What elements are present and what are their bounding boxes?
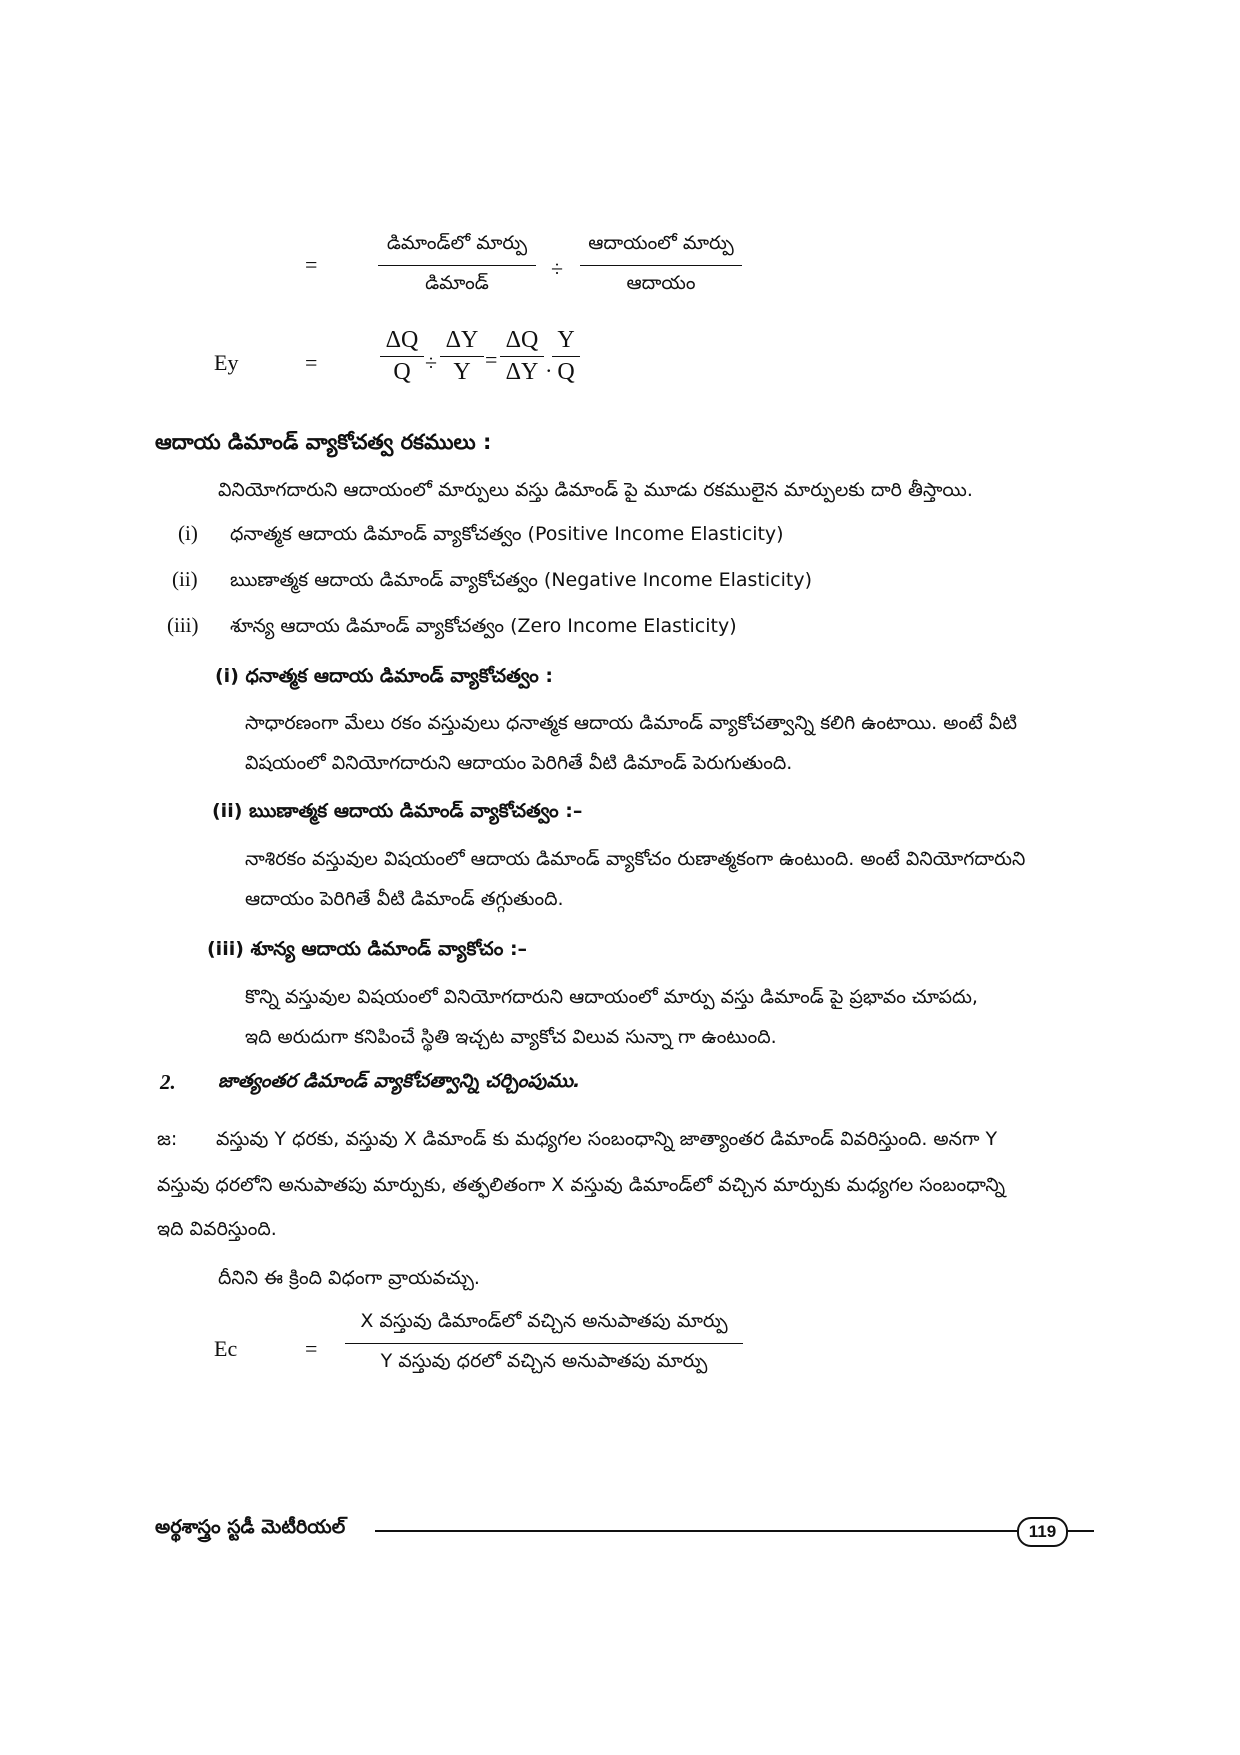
formula2-f4-denominator: Q <box>557 359 575 385</box>
type-numeral: (iii) <box>167 613 199 637</box>
sub1-line1: సాధారణంగా మేలు రకం వస్తువులు ధనాత్మక ఆదాయ డిమాండ్ వ్యాకోచత్వాన్ని కలిగి ఉంటాయి. అంటే వీటి <box>245 712 1017 734</box>
formula3-numerator: X వస్తువు డిమాండ్‌లో వచ్చిన అనుపాతపు మార్పు <box>360 1310 728 1332</box>
question-number: 2. <box>160 1070 176 1094</box>
page-number-badge: 119 <box>1017 1517 1068 1547</box>
footer-rule <box>375 1530 1017 1532</box>
sub2-heading: (ii) ఋణాత్మక ఆదాయ డిమాండ్ వ్యాకోచత్వం :– <box>212 800 583 822</box>
sub3-line2: ఇది అరుదుగా కనిపించే స్థితి ఇచ్చట వ్యాకోచ విలువ సున్నా గా ఉంటుంది. <box>245 1026 777 1048</box>
formula1-left-fraction <box>378 232 536 299</box>
formula1-right-fraction <box>580 232 742 299</box>
sub3-heading: (iii) శూన్య ఆదాయ డిమాండ్ వ్యాకోచం :– <box>207 938 528 960</box>
sub3-line1: కొన్ని వస్తువుల విషయంలో వినియోగదారుని ఆదాయంలో మార్పు వస్తు డిమాండ్ పై ప్రభావం చూపదు, <box>245 986 978 1008</box>
formula2-f4-numerator: Y <box>557 327 575 353</box>
formula2-f2-numerator: ΔY <box>445 327 479 353</box>
formula3-denominator: Y వస్తువు ధరలో వచ్చిన అనుపాతపు మార్పు <box>380 1350 708 1372</box>
formula2-f1-numerator: ΔQ <box>385 327 419 353</box>
type-numeral: (ii) <box>172 567 198 591</box>
sub2-line1: నాశిరకం వస్తువుల విషయంలో ఆదాయ డిమాండ్ వ్యాకోచం రుణాత్మకంగా ఉంటుంది. అంటే వినియోగదారుని <box>245 848 1026 870</box>
formula1-left-denominator: డిమాండ్ <box>425 272 489 294</box>
sub1-line2: విషయంలో వినియోగదారుని ఆదాయం పెరిగితే వీటి డిమాండ్ పెరుగుతుంది. <box>245 752 793 774</box>
type-numeral: (i) <box>178 521 198 545</box>
formula1-equals: = <box>305 252 318 277</box>
formula2-label: Ey <box>214 350 239 375</box>
intro-text: వినియోగదారుని ఆదాయంలో మార్పులు వస్తు డిమాండ్ పై మూడు రకములైన మార్పులకు దారి తీస్తాయి. <box>218 479 973 501</box>
formula3-label: Ec <box>214 1336 238 1361</box>
formula1-right-numerator: ఆదాయంలో మార్పు <box>588 232 734 254</box>
formula2-divide: ÷ <box>425 350 438 375</box>
answer-line2: వస్తువు ధరలోని అనుపాతపు మార్పుకు, తత్ఫలితంగా X వస్తువు డిమాండ్‌లో వచ్చిన మార్పుకు మధ్యగల సంబంధాన్ని <box>157 1174 1006 1196</box>
answer-label: జ: <box>157 1128 178 1150</box>
formula2-f1-denominator: Q <box>393 359 411 385</box>
footer-rule-tail <box>1066 1530 1094 1532</box>
formula2-fraction-4 <box>552 327 580 386</box>
formula2-f2-denominator: Y <box>453 359 471 385</box>
type-item: ధనాత్మక ఆదాయ డిమాండ్ వ్యాకోచత్వం (Positive Income Elasticity) <box>230 523 784 545</box>
formula2-fraction-1 <box>380 327 424 386</box>
formula2-equals: = <box>305 350 318 375</box>
type-item: ఋణాత్మక ఆదాయ డిమాండ్ వ్యాకోచత్వం (Negative Income Elasticity) <box>230 569 812 591</box>
answer-line3: ఇది వివరిస్తుంది. <box>157 1218 277 1240</box>
question-text: జాత్యంతర డిమాండ్ వ్యాకోచత్వాన్ని చర్చింపుము. <box>218 1070 581 1092</box>
formula3-fraction <box>345 1310 743 1377</box>
formula2-f3-denominator: ΔY <box>505 359 539 385</box>
type-item: శూన్య ఆదాయ డిమాండ్ వ్యాకోచత్వం (Zero Income Elasticity) <box>230 615 737 637</box>
formula2-dot: . <box>546 352 552 377</box>
formula3-equals: = <box>305 1336 318 1361</box>
formula2-fraction-3 <box>500 327 544 386</box>
formula2-equals-2: = <box>485 347 498 372</box>
formula2-f3-numerator: ΔQ <box>505 327 539 353</box>
answer-line4: దీనిని ఈ క్రింది విధంగా వ్రాయవచ్చు. <box>218 1267 480 1289</box>
formula1-right-denominator: ఆదాయం <box>626 272 696 294</box>
sub1-heading: (i) ధనాత్మక ఆదాయ డిమాండ్ వ్యాకోచత్వం : <box>215 665 553 687</box>
answer-line1: వస్తువు Y ధరకు, వస్తువు X డిమాండ్ కు మధ్యగల సంబంధాన్ని జాత్యాంతర డిమాండ్ వివరిస్తుంది. అనగా Y <box>216 1128 998 1150</box>
formula1-left-numerator: డిమాండ్‌లో మార్పు <box>386 232 528 254</box>
formula1-divide: ÷ <box>551 256 564 281</box>
footer-title: అర్థశాస్త్రం స్టడీ మెటీరియల్ <box>155 1516 346 1538</box>
section-heading: ఆదాయ డిమాండ్ వ్యాకోచత్వ రకములు : <box>155 430 492 454</box>
formula2-fraction-2 <box>440 327 484 386</box>
sub2-line2: ఆదాయం పెరిగితే వీటి డిమాండ్ తగ్గుతుంది. <box>245 888 564 910</box>
